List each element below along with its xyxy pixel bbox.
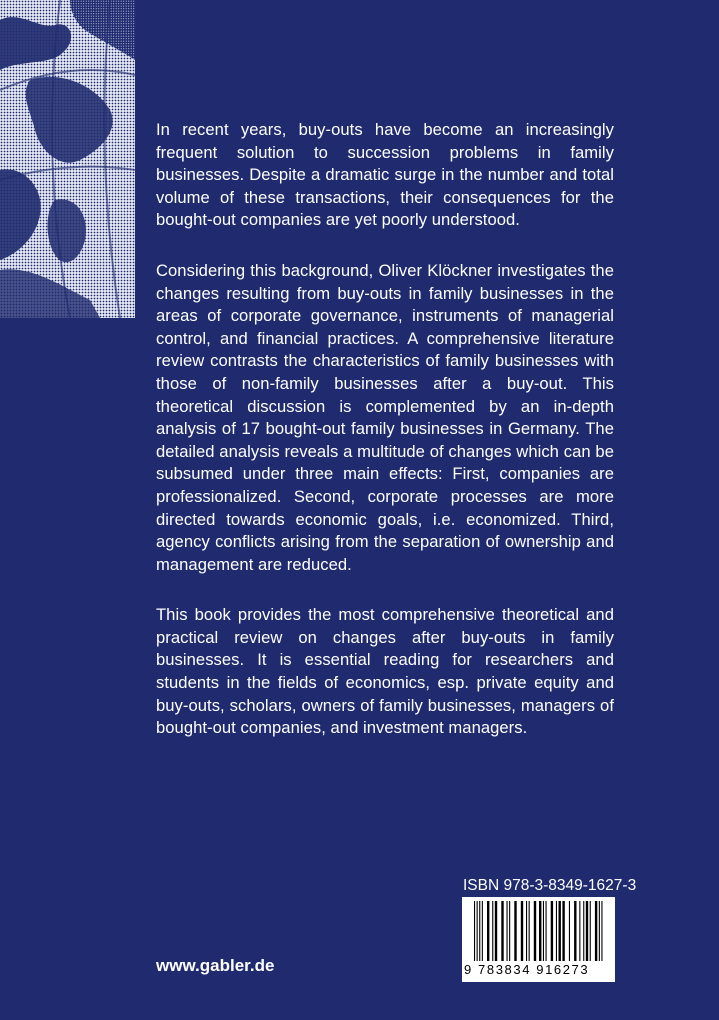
barcode-bar <box>546 901 547 961</box>
barcode-bar <box>479 901 480 961</box>
publisher-url[interactable]: www.gabler.de <box>156 956 275 975</box>
isbn-label: ISBN 978-3-8349-1627-3 <box>463 877 637 894</box>
barcode-bar <box>599 901 600 961</box>
barcode-bar <box>514 901 516 961</box>
barcode <box>462 897 615 982</box>
barcode-digits: 9 783834 916273 <box>464 962 590 977</box>
barcode-bar <box>501 901 503 961</box>
barcode-bar <box>482 901 483 961</box>
barcode-bar <box>595 901 597 961</box>
barcode-bar <box>551 901 553 961</box>
barcode-bar <box>474 901 475 961</box>
barcode-bar <box>487 901 489 961</box>
barcode-bar <box>526 901 527 961</box>
barcode-bar <box>601 901 602 961</box>
barcode-bar <box>569 901 570 961</box>
barcode-bar <box>477 901 478 961</box>
barcode-bar <box>509 901 510 961</box>
barcode-bar <box>529 901 530 961</box>
back-cover-blurb <box>156 119 614 768</box>
barcode-bar <box>586 901 588 961</box>
barcode-bar <box>556 901 557 961</box>
barcode-bar <box>534 901 536 961</box>
blurb-paragraph-1: In recent years, buy-outs have become an increasingly frequent solution to succession problems in family businesses. Despite a dramatic surge in the number and total volume of these transactions, their consequences for the bought-out companies are yet poorly understood. <box>156 120 614 230</box>
barcode-bar <box>590 901 591 961</box>
barcode-bar <box>539 901 541 961</box>
barcode-bar <box>521 901 523 961</box>
barcode-bar <box>559 901 561 961</box>
barcode-bar <box>583 901 584 961</box>
barcode-bar <box>492 901 493 961</box>
barcode-bar <box>495 901 497 961</box>
barcode-bar <box>579 901 580 961</box>
globe-illustration <box>0 0 135 318</box>
barcode-bar <box>562 901 564 961</box>
blurb-paragraph-3: This book provides the most comprehensive theoretical and practical review on changes after buy-outs in family businesses. It is essential reading for researchers and students in the fields of economics, esp. private equity and buy-outs, scholars, owners of family businesses, managers of bought-out companies, and investment managers. <box>156 605 614 738</box>
blurb-paragraph-2: Considering this background, Oliver Klöckner investigates the changes resulting from buy-outs in family businesses in the areas of corporate governance, instruments of managerial control, and financial practices. A comprehensive literature review contrasts the characteristics of family businesses with those of non-family businesses after a buy-out. This theoretical discussion is complemented by an in-depth analysis of 17 bought-out family businesses in Germany. The detailed analysis reveals a multitude of changes which can be subsumed under three main effects: First, companies are professionalized. Second, corporate processes are more directed towards economic goals, i.e. economized. Third, agency conflicts arising from the separation of ownership and management are reduced. <box>156 260 614 574</box>
barcode-bar <box>507 901 508 961</box>
barcode-bar <box>574 901 576 961</box>
barcode-bar <box>543 901 544 961</box>
